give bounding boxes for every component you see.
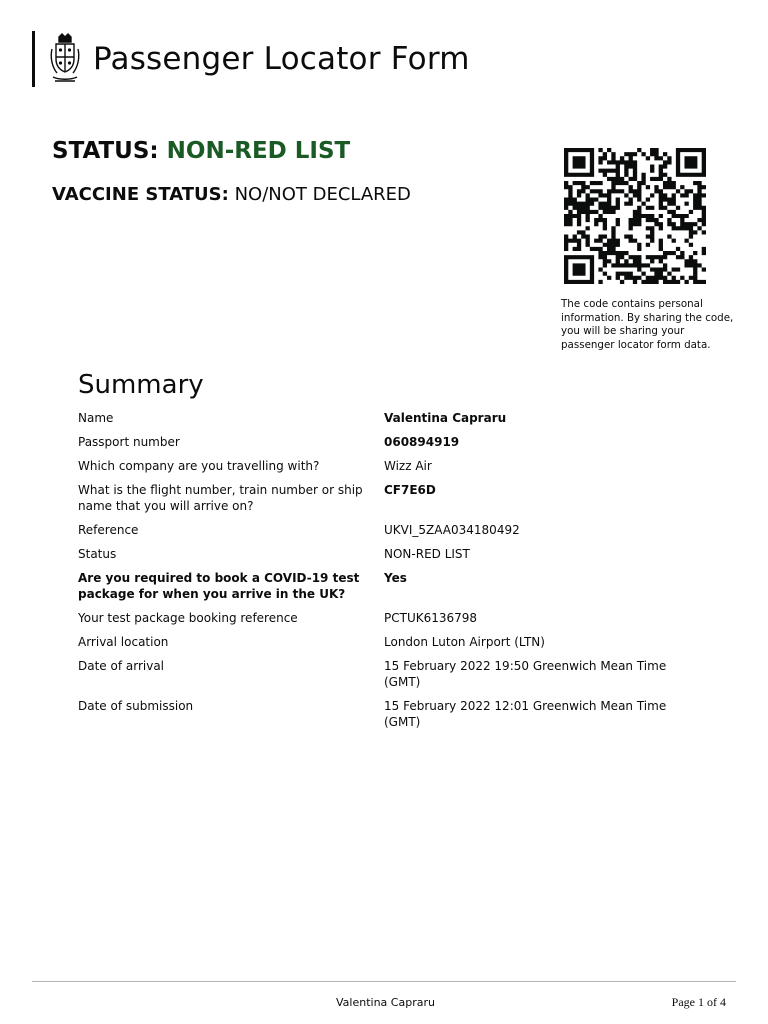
footer-passenger-name: Valentina Capraru: [336, 996, 435, 1009]
summary-row: [78, 482, 698, 514]
summary-row-value: Valentina Capraru: [384, 411, 507, 425]
vaccine-status-value: NO/NOT DECLARED: [234, 184, 411, 205]
summary-row-label: Status: [78, 547, 117, 561]
status-heading: [52, 138, 350, 164]
summary-row-value: PCTUK6136798: [384, 611, 478, 625]
qr-code: [564, 148, 706, 284]
summary-row-value: UKVI_5ZAA034180492: [384, 523, 520, 537]
summary-row-label: Date of submission: [78, 699, 194, 713]
summary-row-value: Wizz Air: [384, 459, 432, 473]
header-divider: [32, 31, 35, 87]
summary-row-label: Arrival location: [78, 635, 169, 649]
summary-list: [78, 410, 698, 738]
summary-heading: Summary: [78, 370, 204, 400]
royal-coat-of-arms-icon: [49, 33, 81, 85]
summary-row-label: Reference: [78, 523, 139, 537]
form-title: Passenger Locator Form: [93, 41, 470, 77]
summary-row-value: 060894919: [384, 435, 460, 449]
summary-row-value: CF7E6D: [384, 483, 436, 497]
footer-divider: [32, 981, 736, 982]
summary-row-value: 15 February 2022 12:01 Greenwich Mean Time (GMT): [384, 699, 667, 729]
summary-row: [78, 458, 698, 474]
vaccine-status-label: VACCINE STATUS:: [52, 184, 229, 205]
page-header: [32, 30, 470, 88]
summary-row: [78, 610, 698, 626]
summary-row: [78, 698, 698, 730]
page-number: Page 1 of 4: [671, 995, 726, 1009]
summary-row-value: NON-RED LIST: [384, 547, 470, 561]
summary-row-value: London Luton Airport (LTN): [384, 635, 545, 649]
summary-row: [78, 570, 698, 602]
summary-row-value: Yes: [384, 571, 407, 585]
summary-row-label: Are you required to book a COVID-19 test package for when you arrive in the UK?: [78, 571, 360, 601]
vaccine-status-heading: [52, 184, 411, 205]
summary-row: [78, 434, 698, 450]
status-value: NON-RED LIST: [166, 138, 351, 164]
summary-row-label: Passport number: [78, 435, 180, 449]
summary-row-label: Your test package booking reference: [78, 611, 298, 625]
summary-row-label: Date of arrival: [78, 659, 165, 673]
summary-row: [78, 522, 698, 538]
summary-row-value: 15 February 2022 19:50 Greenwich Mean Time (GMT): [384, 659, 667, 689]
summary-row-label: Name: [78, 411, 114, 425]
summary-row-label: What is the flight number, train number or ship name that you will arrive on?: [78, 483, 363, 513]
summary-row-label: Which company are you travelling with?: [78, 459, 320, 473]
summary-row: [78, 546, 698, 562]
summary-row: [78, 634, 698, 650]
summary-row: [78, 410, 698, 426]
summary-row: [78, 658, 698, 690]
qr-code-note: The code contains personal information. By sharing the code, you will be sharing your passenger locator form data.: [561, 298, 734, 351]
status-label: STATUS:: [52, 138, 159, 164]
